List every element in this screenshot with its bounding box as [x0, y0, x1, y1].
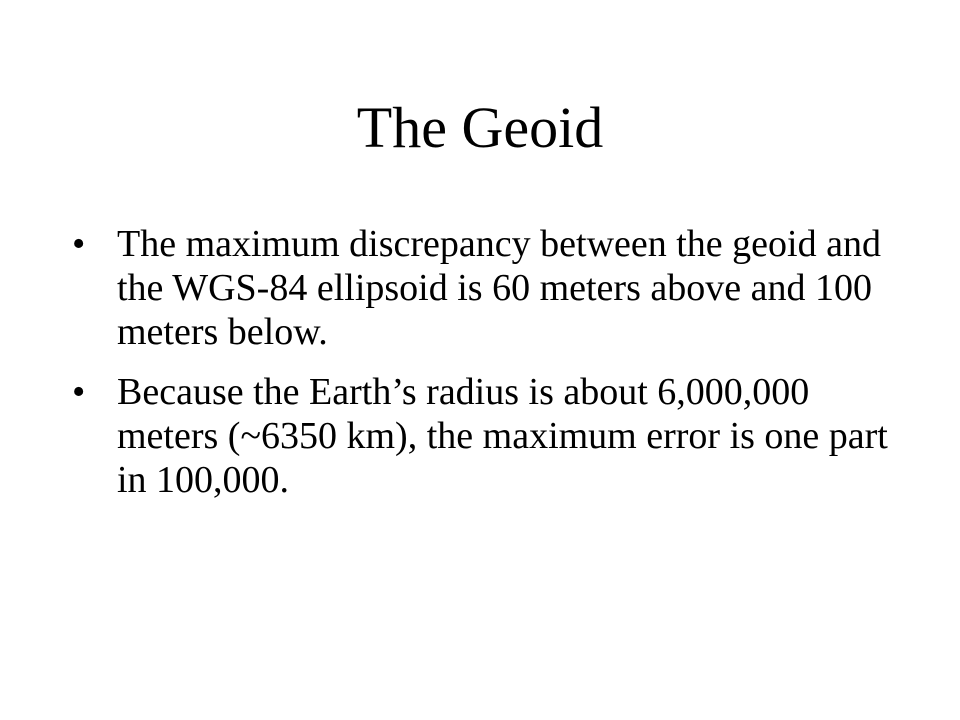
bullet-item — [72, 222, 892, 354]
bullet-text: The maximum discrepancy between the geoid and the WGS-84 ellipsoid is 60 meters above and 100 meters below. — [117, 223, 881, 353]
bullet-marker: • — [72, 371, 86, 413]
slide-title: The Geoid — [356, 95, 604, 160]
bullet-list — [72, 222, 892, 518]
bullet-marker: • — [72, 223, 86, 265]
bullet-text: Because the Earth’s radius is about 6,000,000 meters (~6350 km), the maximum error is one part in 100,000. — [117, 371, 888, 501]
bullet-item — [72, 370, 892, 502]
